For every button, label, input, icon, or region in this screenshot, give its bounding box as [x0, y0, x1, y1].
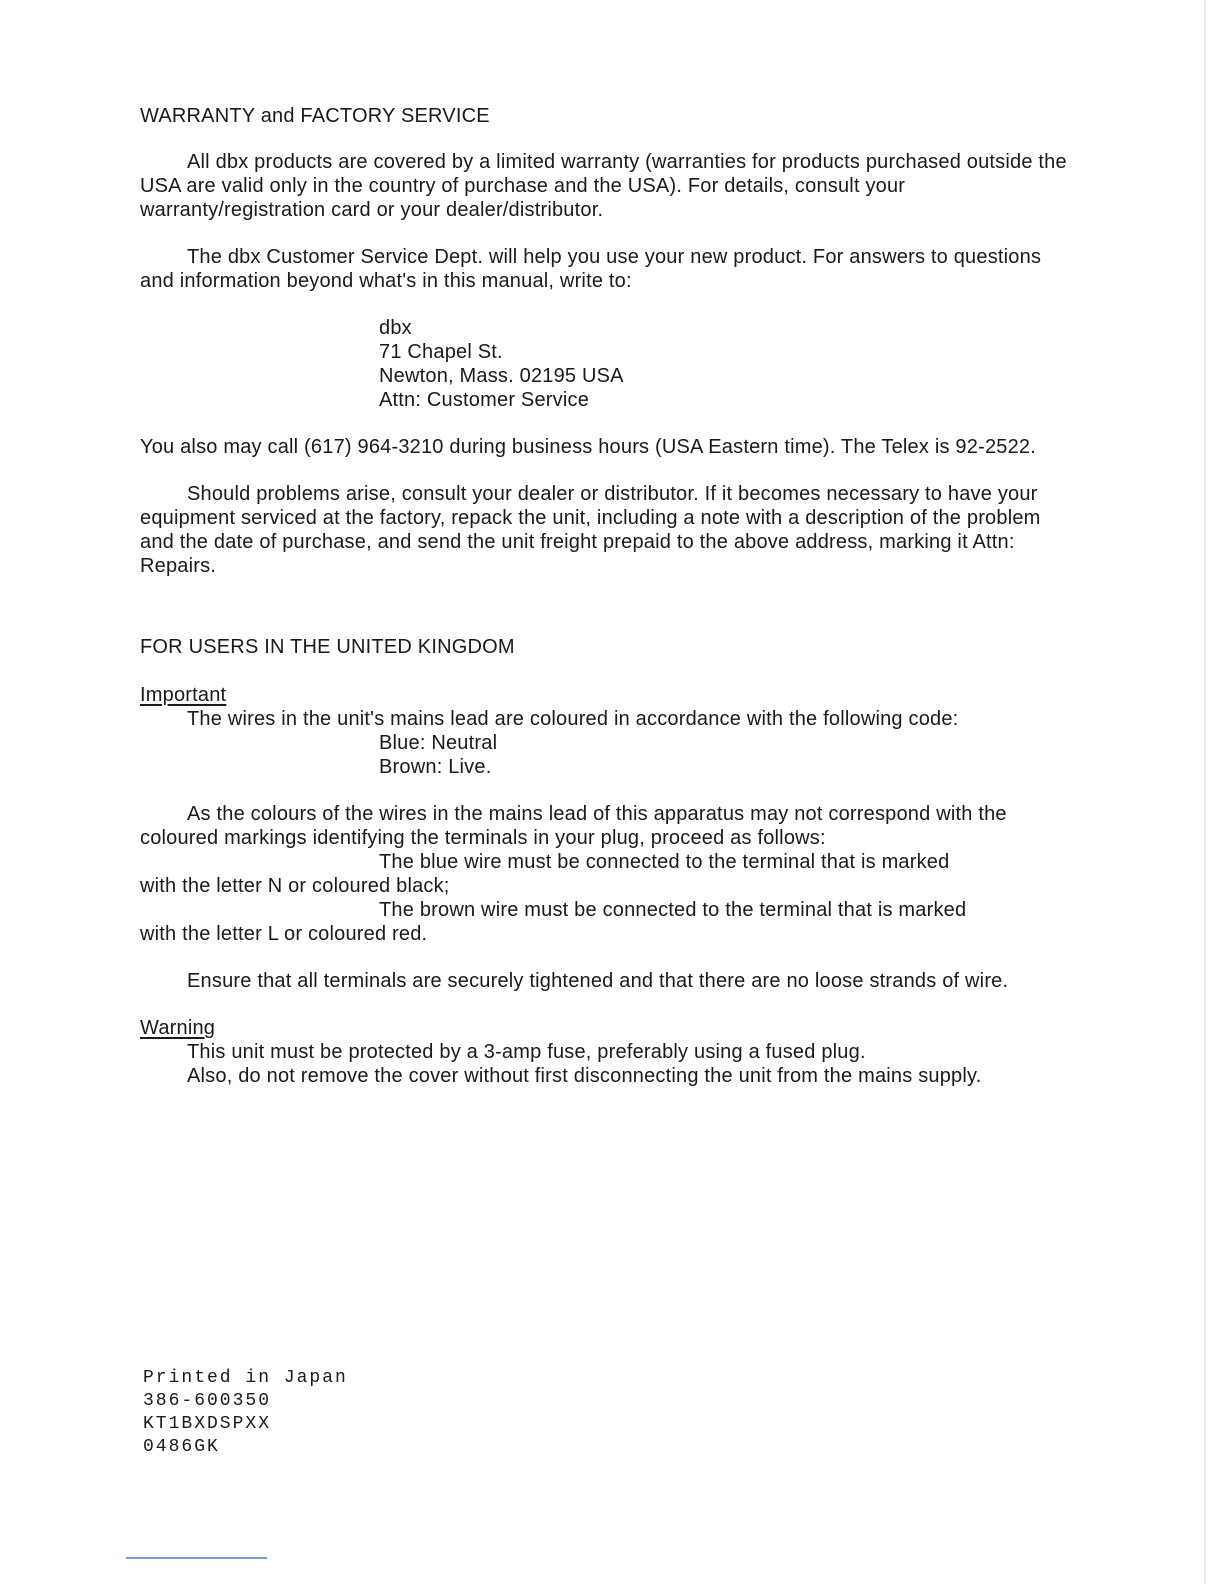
important-subheading: Important — [140, 684, 227, 706]
address-line: 71 Chapel St. — [379, 341, 503, 363]
code-line: Blue: Neutral — [379, 732, 498, 754]
print-line: KT1BXDSPXX — [143, 1414, 272, 1434]
print-line: Printed in Japan — [143, 1368, 348, 1388]
brown-wire-rule-cont: with the letter L or coloured red. — [140, 923, 428, 945]
page-content — [140, 104, 1070, 1088]
print-line: 386-600350 — [143, 1391, 272, 1411]
warranty-paragraph: All dbx products are covered by a limited warranty (warranties for products purchased outside the USA are valid only in the country of purchase and the USA). For details, consult your warranty/registration card or your dealer/distributor. — [140, 151, 1067, 221]
blue-wire-rule: The blue wire must be connected to the terminal that is marked — [379, 851, 950, 873]
warning-text: This unit must be protected by a 3-amp fuse, preferably using a fused plug. — [187, 1041, 866, 1063]
warning-subheading: Warning — [140, 1017, 216, 1039]
warranty-heading: WARRANTY and FACTORY SERVICE — [140, 105, 490, 127]
address-line: Attn: Customer Service — [379, 389, 590, 411]
brown-wire-rule: The brown wire must be connected to the terminal that is marked — [379, 899, 967, 921]
uk-heading: FOR USERS IN THE UNITED KINGDOM — [140, 636, 515, 658]
important-text: The wires in the unit's mains lead are coloured in accordance with the following code: — [187, 708, 959, 730]
warning-text: Also, do not remove the cover without first disconnecting the unit from the mains supply. — [187, 1065, 982, 1087]
blue-wire-rule-cont: with the letter N or coloured black; — [140, 875, 450, 897]
customer-service-paragraph: The dbx Customer Service Dept. will help you use your new product. For answers to questions and information beyond what's in this manual, write to: — [140, 246, 1042, 292]
print-line: 0486GK — [143, 1437, 220, 1457]
mailing-address — [379, 316, 1070, 412]
phone-paragraph: You also may call (617) 964-3210 during business hours (USA Eastern time). The Telex is 92-2522. — [140, 436, 1036, 458]
print-info — [143, 1367, 348, 1459]
scan-mark — [126, 1557, 267, 1559]
address-line: dbx — [379, 317, 412, 339]
colours-paragraph: As the colours of the wires in the mains lead of this apparatus may not correspond with the coloured markings identifying the terminals in your plug, proceed as follows: — [140, 803, 1007, 849]
repairs-paragraph: Should problems arise, consult your dealer or distributor. If it becomes necessary to have your equipment serviced at the factory, repack the unit, including a note with a description of the problem and the date of purchase, and send the unit freight prepaid to the above address, marking it Attn: Repairs. — [140, 483, 1041, 577]
code-line: Brown: Live. — [379, 756, 492, 778]
ensure-paragraph: Ensure that all terminals are securely tightened and that there are no loose strands of wire. — [187, 970, 1009, 992]
scan-edge — [1204, 0, 1206, 1584]
address-line: Newton, Mass. 02195 USA — [379, 365, 624, 387]
